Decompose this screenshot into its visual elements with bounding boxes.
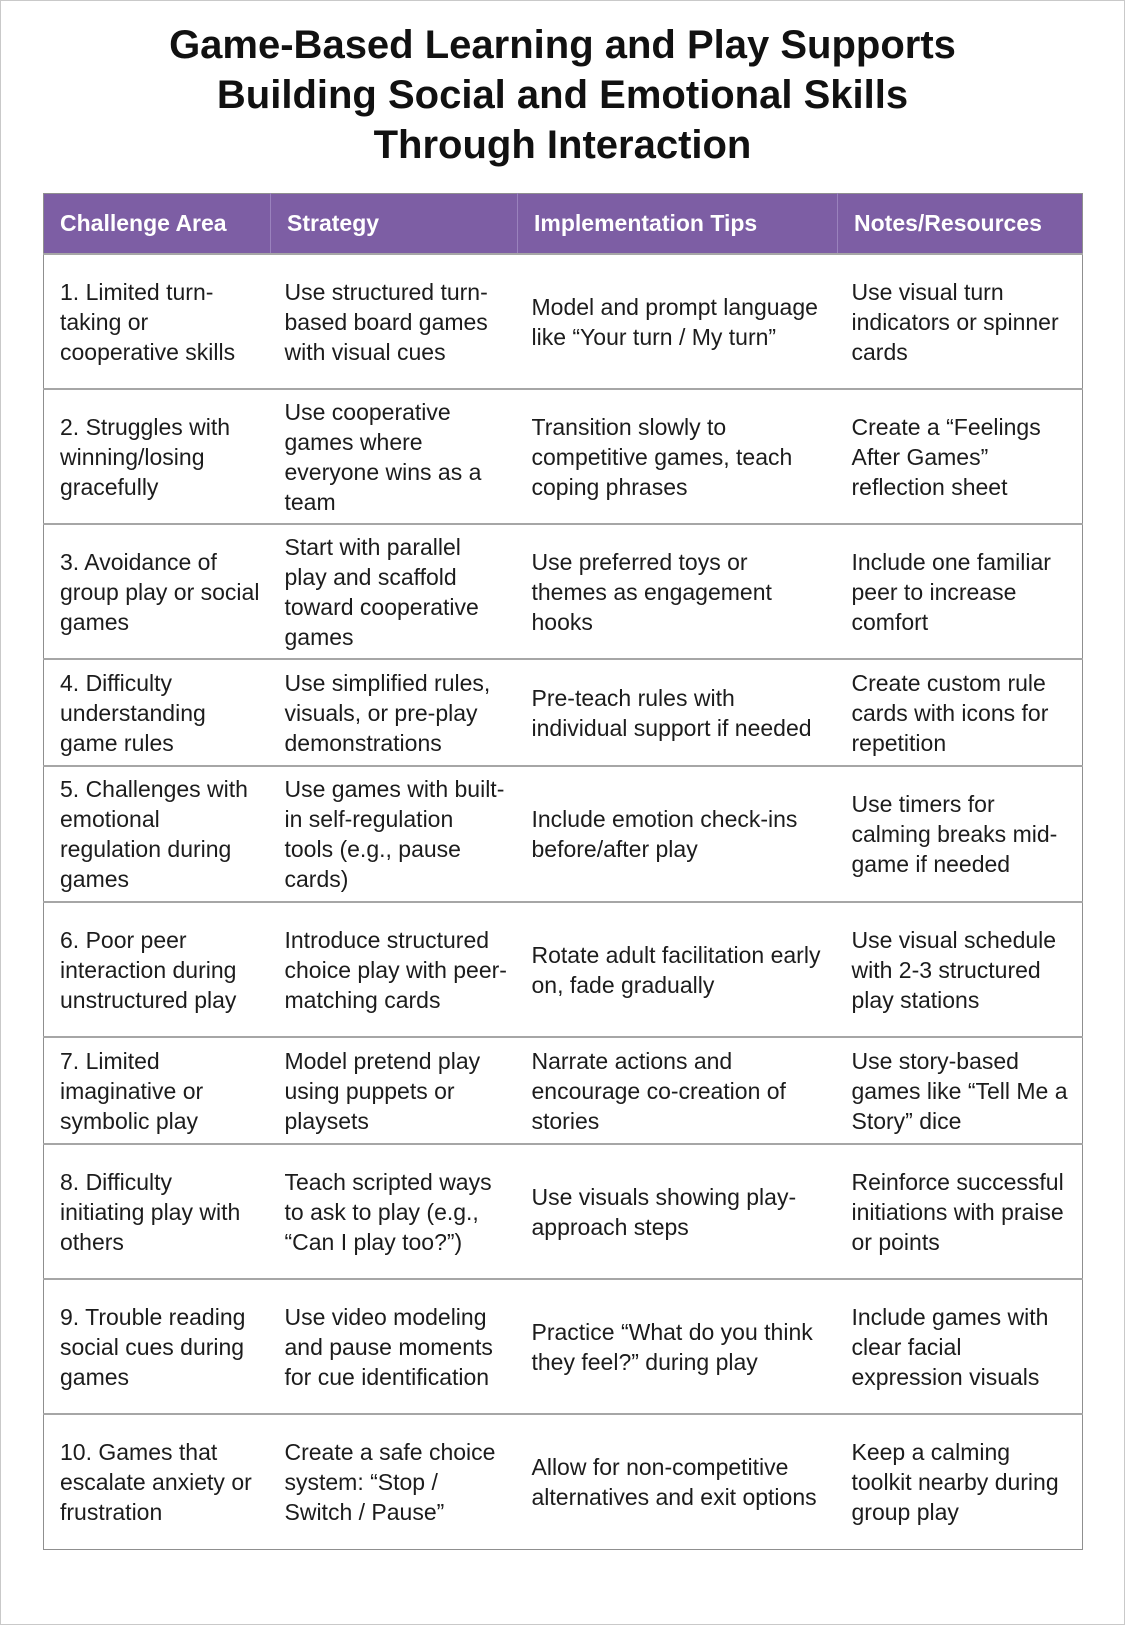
challenge-area-cell: 6. Poor peer interaction during unstructured play [44,902,271,1037]
implementation-tips-cell: Pre-teach rules with individual support if needed [518,659,838,766]
challenge-area-cell: 4. Difficulty understanding game rules [44,659,271,766]
implementation-tips-cell: Allow for non-competitive alternatives and exit options [518,1414,838,1549]
challenge-area-cell: 7. Limited imaginative or symbolic play [44,1037,271,1144]
title-line-1: Game-Based Learning and Play Supports [169,23,956,67]
strategy-cell: Start with parallel play and scaffold toward cooperative games [271,524,518,659]
challenge-area-cell: 10. Games that escalate anxiety or frustration [44,1414,271,1549]
table-row [44,389,1083,524]
header-strategy: Strategy [271,194,518,255]
strategy-cell: Introduce structured choice play with peer-matching cards [271,902,518,1037]
table-row [44,1279,1083,1414]
implementation-tips-cell: Use preferred toys or themes as engagement hooks [518,524,838,659]
table-row [44,1414,1083,1549]
implementation-tips-cell: Transition slowly to competitive games, teach coping phrases [518,389,838,524]
strategy-cell: Use cooperative games where everyone wins as a team [271,389,518,524]
challenge-area-cell: 8. Difficulty initiating play with others [44,1144,271,1279]
strategies-table [43,193,1083,1550]
challenge-area-cell: 1. Limited turn-taking or cooperative skills [44,254,271,389]
strategy-cell: Use simplified rules, visuals, or pre-play demonstrations [271,659,518,766]
table-row [44,254,1083,389]
header-challenge-area: Challenge Area [44,194,271,255]
page-title [0,20,1125,170]
implementation-tips-cell: Rotate adult facilitation early on, fade gradually [518,902,838,1037]
notes-resources-cell: Create a “Feelings After Games” reflection sheet [838,389,1083,524]
notes-resources-cell: Create custom rule cards with icons for repetition [838,659,1083,766]
challenge-area-cell: 9. Trouble reading social cues during games [44,1279,271,1414]
strategy-cell: Use games with built-in self-regulation tools (e.g., pause cards) [271,766,518,902]
notes-resources-cell: Include one familiar peer to increase comfort [838,524,1083,659]
challenge-area-cell: 3. Avoidance of group play or social games [44,524,271,659]
title-line-2: Building Social and Emotional Skills [216,73,909,117]
notes-resources-cell: Keep a calming toolkit nearby during group play [838,1414,1083,1549]
strategy-cell: Teach scripted ways to ask to play (e.g., “Can I play too?”) [271,1144,518,1279]
header-notes-resources: Notes/Resources [838,194,1083,255]
notes-resources-cell: Use visual turn indicators or spinner cards [838,254,1083,389]
table-row [44,766,1083,902]
notes-resources-cell: Use visual schedule with 2-3 structured play stations [838,902,1083,1037]
notes-resources-cell: Use story-based games like “Tell Me a Story” dice [838,1037,1083,1144]
notes-resources-cell: Include games with clear facial expression visuals [838,1279,1083,1414]
header-implementation-tips: Implementation Tips [518,194,838,255]
notes-resources-cell: Use timers for calming breaks mid-game if needed [838,766,1083,902]
table-row [44,902,1083,1037]
table-row [44,1037,1083,1144]
notes-resources-cell: Reinforce successful initiations with praise or points [838,1144,1083,1279]
strategy-cell: Create a safe choice system: “Stop / Switch / Pause” [271,1414,518,1549]
strategy-cell: Use video modeling and pause moments for cue identification [271,1279,518,1414]
challenge-area-cell: 2. Struggles with winning/losing gracefully [44,389,271,524]
implementation-tips-cell: Practice “What do you think they feel?” during play [518,1279,838,1414]
table-row [44,524,1083,659]
implementation-tips-cell: Narrate actions and encourage co-creation of stories [518,1037,838,1144]
strategy-cell: Use structured turn-based board games with visual cues [271,254,518,389]
table-header-row [44,194,1083,255]
table-row [44,659,1083,766]
challenge-area-cell: 5. Challenges with emotional regulation during games [44,766,271,902]
strategy-cell: Model pretend play using puppets or playsets [271,1037,518,1144]
implementation-tips-cell: Model and prompt language like “Your turn / My turn” [518,254,838,389]
table-row [44,1144,1083,1279]
implementation-tips-cell: Use visuals showing play-approach steps [518,1144,838,1279]
title-line-3: Through Interaction [373,123,752,167]
implementation-tips-cell: Include emotion check-ins before/after play [518,766,838,902]
